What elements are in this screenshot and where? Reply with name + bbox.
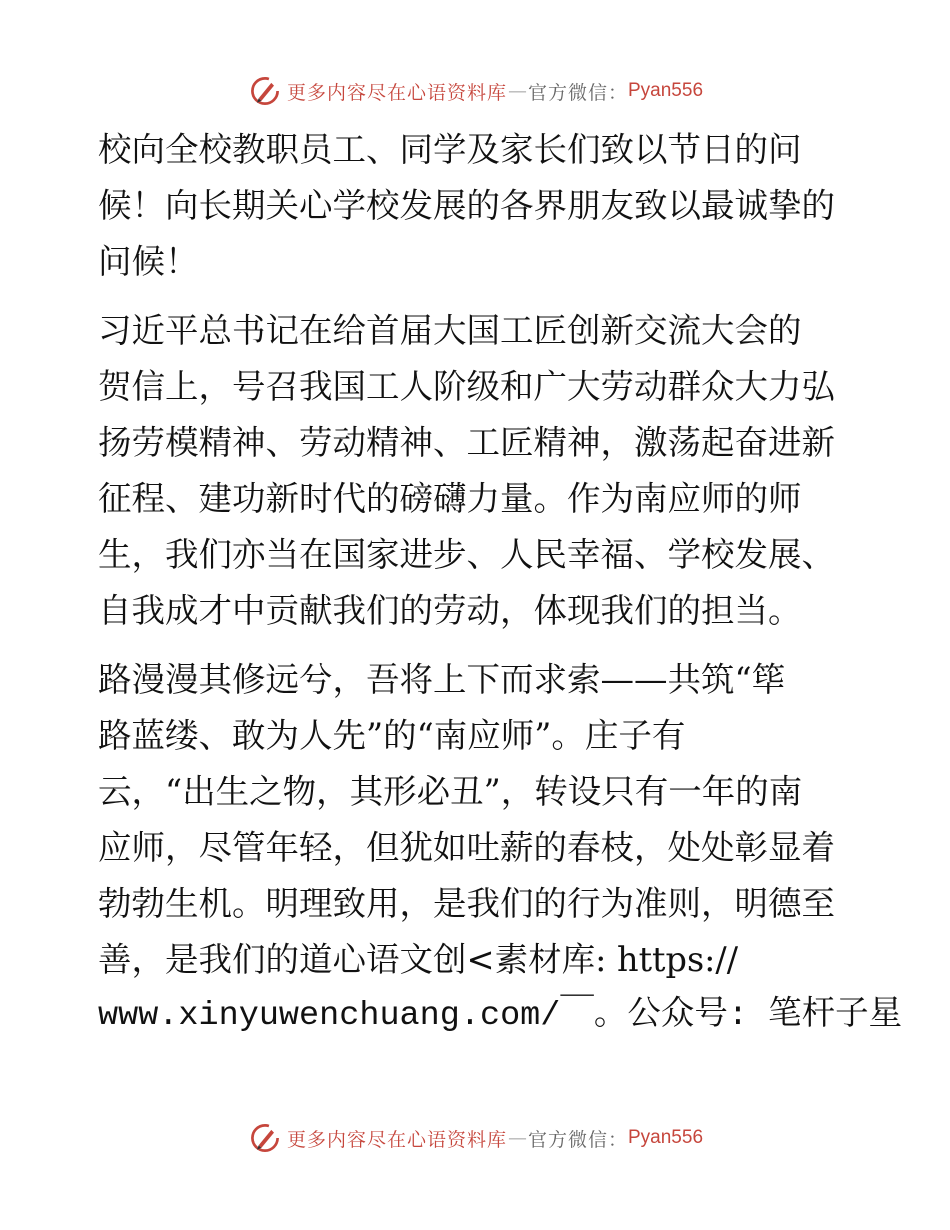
pen-logo-icon [247, 1120, 283, 1156]
header-watermark [0, 71, 950, 111]
text-line: 自我成才中贡献我们的劳动，体现我们的担当。 [98, 591, 802, 630]
watermark-official-label: 官方微信： [527, 81, 628, 104]
text-line: 应师，尽管年轻，但犹如吐薪的春枝，处处彰显着 [98, 828, 835, 867]
watermark-official-label: 官方微信： [527, 1128, 628, 1151]
watermark-wechat-id: Pyan556 [628, 80, 704, 101]
paragraph-1 [98, 122, 858, 290]
text-line: 生，我们亦当在国家进步、人民幸福、学校发展、 [98, 535, 835, 574]
text-line: 善，是我们的道心语文创<素材库: https:// [98, 940, 738, 979]
text-line: 校向全校教职员工、同学及家长们致以节日的问 [98, 130, 802, 169]
text-line: 云，“出生之物，其形必丑”，转设只有一年的南 [98, 772, 803, 811]
text-line: 征程、建功新时代的磅礴力量。作为南应师的师 [98, 479, 802, 518]
watermark-wechat-id: Pyan556 [628, 1127, 704, 1148]
watermark-separator: — [507, 1127, 527, 1149]
pen-logo-icon [247, 73, 283, 109]
text-line: 贺信上，号召我国工人阶级和广大劳动群众大力弘 [98, 367, 835, 406]
text-line: 勃勃生机。明理致用，是我们的行为准则，明德至 [98, 884, 835, 923]
text-line: 路漫漫其修远兮，吾将上下而求索——共筑“筚 [98, 660, 786, 699]
paragraph-3 [98, 652, 903, 1044]
footer-watermark [0, 1118, 950, 1158]
watermark-separator: — [507, 80, 527, 102]
document-body [98, 122, 903, 1044]
text-line: 候！向长期关心学校发展的各界朋友致以最诚挚的 [98, 186, 835, 225]
text-line: 扬劳模精神、劳动精神、工匠精神，激荡起奋进新 [98, 423, 835, 462]
text-line: 路蓝缕、敢为人先”的“南应师”。庄子有 [98, 716, 686, 755]
watermark-text: 更多内容尽在心语资料库 [286, 81, 507, 104]
text-line: 问候！ [98, 242, 199, 281]
text-line: 习近平总书记在给首届大国工匠创新交流大会的 [98, 311, 802, 350]
text-line-url: www.xinyuwenchuang.com/￣。公众号: 笔杆子星 [98, 997, 903, 1035]
paragraph-2 [98, 303, 858, 639]
watermark-text: 更多内容尽在心语资料库 [286, 1128, 507, 1151]
